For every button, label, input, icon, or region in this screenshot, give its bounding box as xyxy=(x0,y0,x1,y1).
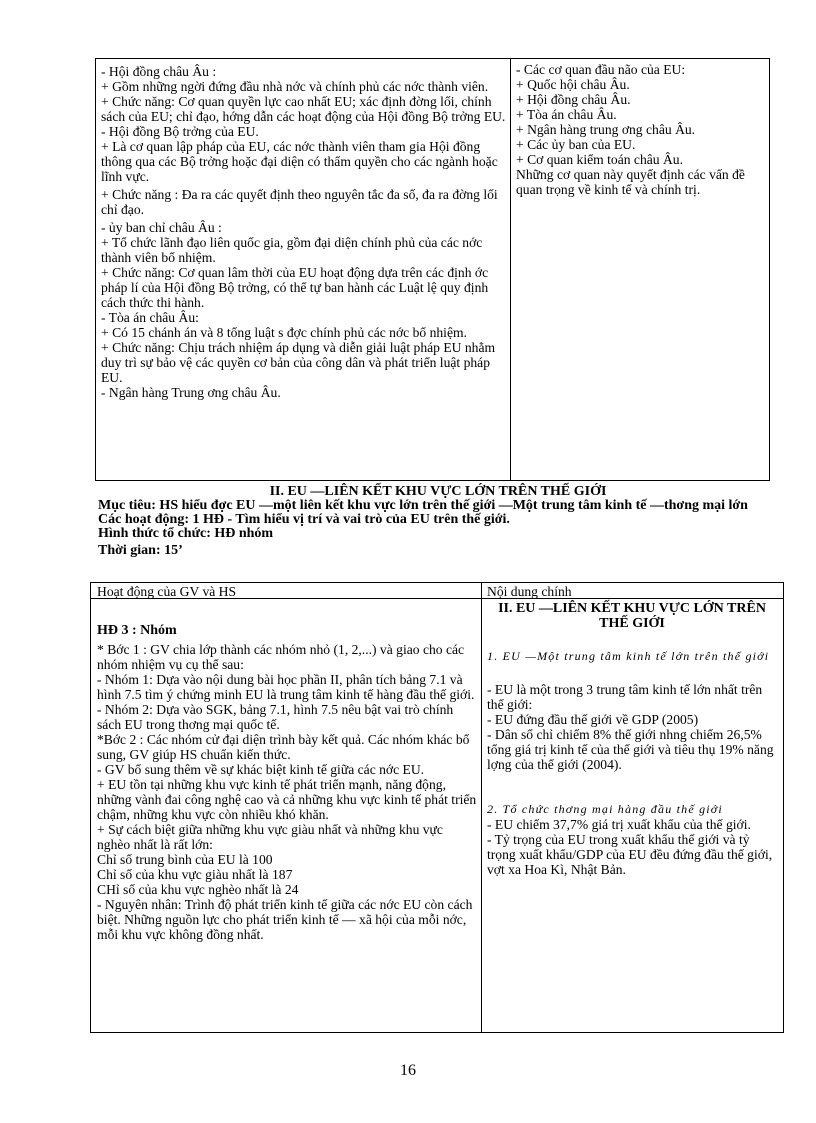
text-line: - Nhóm 1: Dựa vào nội dung bài học phần II, phân tích bảng 7.1 và hình 7.5 tìm ý chứng minh EU là trung tâm kinh tế hàng đầu thế giới. xyxy=(97,672,475,702)
column-divider xyxy=(481,583,482,1032)
section-heading: II. EU —LIÊN KẾT KHU VỰC LỚN TRÊN THẾ GIỚI xyxy=(269,484,607,499)
top-table-right-cell xyxy=(516,62,764,480)
bottom-table-left-cell xyxy=(97,623,477,1032)
text-line: + Tòa án châu Âu. xyxy=(516,107,617,122)
text-line: + Hội đồng châu Âu. xyxy=(516,92,631,107)
header-right-label: Nội dung chính xyxy=(487,584,572,599)
text-line: - EU chiếm 37,7% giá trị xuất khẩu của thế giới. xyxy=(487,817,751,832)
page-number: 16 xyxy=(400,1062,416,1079)
text-line: Chỉ số trung bình của EU là 100 xyxy=(97,852,273,867)
right-subheading-2: 2. Tổ chức thơng mại hàng đầu thế giới xyxy=(487,802,723,816)
text-line: - GV bổ sung thêm về sự khác biệt kinh tế giữa các nớc EU. xyxy=(97,762,425,777)
text-line: - EU đứng đầu thế giới về GDP (2005) xyxy=(487,712,699,727)
text-line: + Sự cách biệt giữa những khu vực giàu nhất và những khu vực nghèo nhất là rất lớn: xyxy=(97,822,443,852)
bottom-table xyxy=(90,582,784,1033)
thoi-gian: Thời gian: 15’ xyxy=(98,543,183,558)
right-subheading-1: 1. EU —Một trung tâm kinh tế lớn trên thế giới xyxy=(487,649,770,663)
top-table xyxy=(95,58,770,481)
text-line: - Ngân hàng Trung ơng châu Âu. xyxy=(101,385,281,400)
text-line: *Bớc 2 : Các nhóm cử đại diện trình bày kết quả. Các nhóm khác bổ sung, GV giúp HS chuẩn kiến thức. xyxy=(97,732,470,762)
text-line: - Nhóm 2: Dựa vào SGK, bảng 7.1, hình 7.5 nêu bật vai trò chính sách EU trong thơng mại quốc tế. xyxy=(97,702,454,732)
header-left-label: Hoạt động của GV và HS xyxy=(97,584,237,599)
text-line: + Các ủy ban của EU. xyxy=(516,137,636,152)
text-line: * Bớc 1 : GV chia lớp thành các nhóm nhỏ (1, 2,...) và giao cho các nhóm nhiệm vụ cụ thể sau: xyxy=(97,642,465,672)
text-line: Chỉ số của khu vực giàu nhất là 187 xyxy=(97,867,293,882)
text-line: Những cơ quan này quyết định các vấn đề quan trọng về kinh tế và chính trị. xyxy=(516,167,745,197)
text-line: CHỉ số của khu vực nghèo nhất là 24 xyxy=(97,882,299,897)
text-line: + Gồm những ngời đứng đầu nhà nớc và chính phủ các nớc thành viên. xyxy=(101,79,489,94)
text-line: + Có 15 chánh án và 8 tổng luật s đợc chính phủ các nớc bổ nhiệm. xyxy=(101,325,467,340)
header-right xyxy=(487,584,777,599)
text-line: - Nguyên nhân: Trình độ phát triển kinh tế giữa các nớc EU còn cách biệt. Những nguồn lực cho phát triển kinh tế — xã hội của mỗi nớc, mỗi khu vực không đồng nhất. xyxy=(97,897,473,942)
top-table-left-cell xyxy=(101,64,507,480)
text-line: - Hội đồng Bộ trởng của EU. xyxy=(101,124,259,139)
text-line: - EU là một trong 3 trung tâm kinh tế lớn nhất trên thế giới: xyxy=(487,682,763,712)
header-left xyxy=(97,584,477,599)
text-line: - Dân số chỉ chiếm 8% thế giới nhng chiếm 26,5% tổng giá trị kinh tế của thế giới và tiêu thụ 19% năng lợng của thế giới (2004). xyxy=(487,727,774,772)
text-line: + EU tồn tại những khu vực kinh tế phát triển mạnh, năng động, những vành đai công nghệ cao và cả những khu vực kinh tế phát triển chậm, những khu vực còn nhiều khó khăn. xyxy=(97,777,477,822)
right-title: II. EU —LIÊN KẾT KHU VỰC LỚN TRÊN THẾ GIỚI xyxy=(498,601,766,631)
text-line: + Chức năng : Đa ra các quyết định theo nguyên tắc đa số, đa ra đờng lối chỉ đạo. xyxy=(101,187,498,217)
text-line: - Tỷ trọng của EU trong xuất khẩu thế giới và tỷ trọng xuất khẩu/GDP của EU đều đứng đầu thế giới, vợt xa Hoa Kì, Nhật Bản. xyxy=(487,832,773,877)
text-line: + Chức năng: Chịu trách nhiệm áp dụng và diễn giải luật pháp EU nhằm duy trì sự bảo vệ các quyền cơ bản của công dân và phát triển luật pháp EU. xyxy=(101,340,496,385)
hd3-title: HĐ 3 : Nhóm xyxy=(97,623,177,638)
text-line: + Chức năng: Cơ quan quyền lực cao nhất EU; xác định đờng lối, chính sách của EU; chỉ đạo, hớng dẫn các hoạt động của Hội đồng Bộ trởng EU. xyxy=(101,94,506,124)
text-line: - ủy ban chỉ châu Âu : xyxy=(101,220,222,235)
text-line: + Ngân hàng trung ơng châu Âu. xyxy=(516,122,696,137)
bottom-table-right-cell xyxy=(487,601,777,1032)
text-line: + Là cơ quan lập pháp của EU, các nớc thành viên tham gia Hội đồng thông qua các Bộ trởng hoặc đại diện có thẩm quyền cho các ngành hoặc lĩnh vực. xyxy=(101,139,498,184)
text-line: + Tổ chức lãnh đạo liên quốc gia, gồm đại diện chính phủ của các nớc thành viên bổ nhiệm. xyxy=(101,235,483,265)
text-line: - Tòa án châu Âu: xyxy=(101,310,199,325)
muc-tieu: Mục tiêu: HS hiểu đợc EU —một liên kết khu vực lớn trên thế giới —Một trung tâm kinh tế —thơng mại lớn xyxy=(98,498,748,513)
text-line: - Hội đồng châu Âu : xyxy=(101,64,217,79)
text-line: + Quốc hội châu Âu. xyxy=(516,77,630,92)
text-line: - Các cơ quan đầu não của EU: xyxy=(516,62,686,77)
hinh-thuc-to-chuc: Hình thức tổ chức: HĐ nhóm xyxy=(98,526,274,541)
text-line: + Cơ quan kiểm toán châu Âu. xyxy=(516,152,683,167)
cac-hoat-dong: Các hoạt động: 1 HĐ - Tìm hiểu vị trí và vai trò của EU trên thế giới. xyxy=(98,512,510,527)
section-header xyxy=(98,485,778,558)
text-line: + Chức năng: Cơ quan lâm thời của EU hoạt động dựa trên các định ớc pháp lí của Hội đồng Bộ trởng, có thể tự ban hành các Luật lệ quy định cách thức thi hành. xyxy=(101,265,489,310)
column-divider xyxy=(510,59,511,480)
